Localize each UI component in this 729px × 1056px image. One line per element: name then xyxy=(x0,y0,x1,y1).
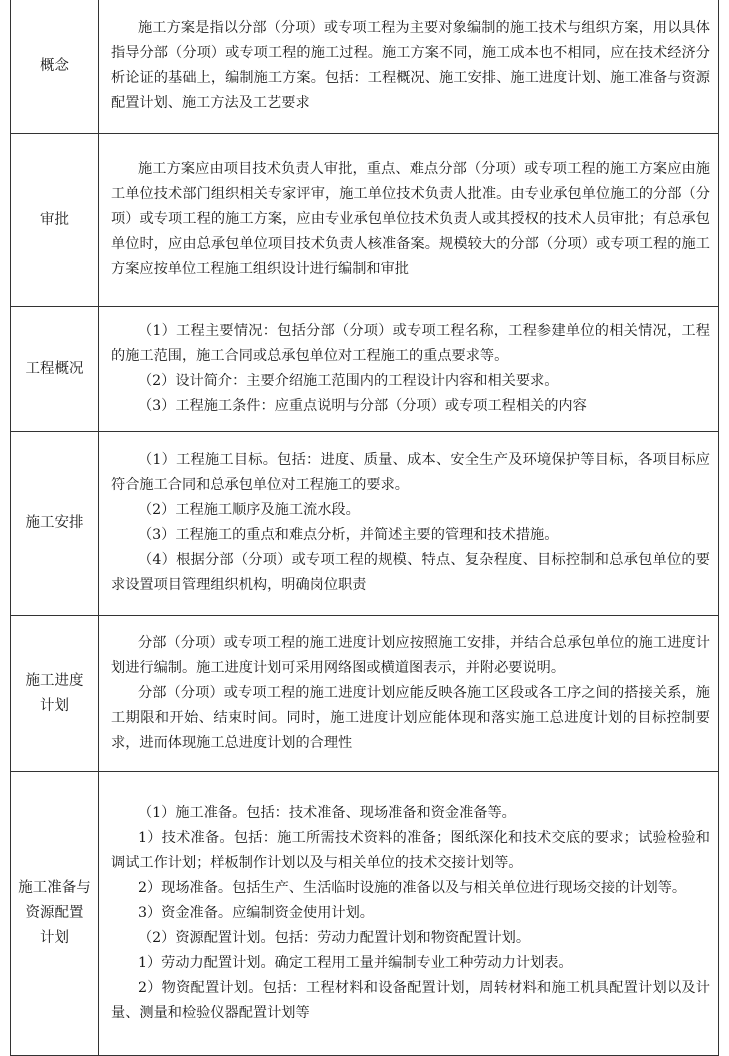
paragraph: 分部（分项）或专项工程的施工进度计划应按照施工安排，并结合总承包单位的施工进度计划进行编制。施工进度计划可采用网络图或横道图表示，并附必要说明。 xyxy=(111,634,710,676)
paragraph: 2）现场准备。包括生产、生活临时设施的准备以及与相关单位进行现场交接的计划等。 xyxy=(137,879,687,896)
row-content-construction-arrangement xyxy=(99,432,719,616)
row-label-schedule-plan xyxy=(11,616,99,772)
row-label-line: 施工进度 xyxy=(25,672,84,689)
table-row-schedule-plan xyxy=(11,616,719,772)
construction-plan-table xyxy=(10,0,719,1056)
paragraph: （1）施工准备。包括：技术准备、现场准备和资金准备等。 xyxy=(137,804,516,821)
table-row-approval xyxy=(11,134,719,307)
row-content-concept xyxy=(99,0,719,134)
row-content-project-overview xyxy=(99,307,719,432)
paragraph: 分部（分项）或专项工程的施工进度计划应能反映各施工区段或各工序之间的搭接关系，施工期限和开始、结束时间。同时，施工进度计划应能体现和落实施工总进度计划的目标控制要求，进而体现施工总进度计划的合理性 xyxy=(111,684,710,751)
row-label-line: 计划 xyxy=(40,697,69,714)
row-label-line: 施工准备与 xyxy=(18,880,91,896)
table-row-concept xyxy=(11,0,719,134)
table-row-construction-arrangement xyxy=(11,432,719,616)
paragraph: （3）工程施工的重点和难点分析，并简述主要的管理和技术措施。 xyxy=(137,527,559,543)
row-content-preparation-resource-plan xyxy=(99,772,719,1056)
paragraph: 2）物资配置计划。包括：工程材料和设备配置计划，周转材料和施工机具配置计划以及计量、测量和检验仪器配置计划等 xyxy=(111,979,710,1021)
paragraph: 施工方案是指以分部（分项）或专项工程为主要对象编制的施工技术与组织方案，用以具体指导分部（分项）或专项工程的施工过程。施工方案不同，施工成本也不相同，应在技术经济分析论证的基础上，编制施工方案。包括：工程概况、施工安排、施工进度计划、施工准备与资源配置计划、施工方法及工艺要求 xyxy=(111,20,710,111)
paragraph: 1）劳动力配置计划。确定工程用工量并编制专业工种劳动力计划表。 xyxy=(137,954,573,971)
row-label-construction-arrangement: 施工安排 xyxy=(11,432,99,616)
row-label-concept: 概念 xyxy=(11,0,99,134)
paragraph: 施工方案应由项目技术负责人审批，重点、难点分部（分项）或专项工程的施工方案应由施工单位技术部门组织相关专家评审，施工单位技术负责人批准。由专业承包单位施工的分部（分项）或专项工程的施工方案，应由专业承包单位技术负责人或其授权的技术人员审批；有总承包单位时，应由总承包单位项目技术负责人核准备案。规模较大的分部（分项）或专项工程的施工方案应按单位工程施工组织设计进行编制和审批 xyxy=(111,161,710,277)
row-label-line: 资源配置 xyxy=(25,905,84,921)
paragraph: （3）工程施工条件：应重点说明与分部（分项）或专项工程相关的内容 xyxy=(137,397,587,414)
paragraph: （2）资源配置计划。包括：劳动力配置计划和物资配置计划。 xyxy=(137,929,531,946)
paragraph: （1）工程施工目标。包括：进度、质量、成本、安全生产及环境保护等目标，各项目标应符合施工合同和总承包单位对工程施工的要求。 xyxy=(111,452,710,493)
table-row-preparation-resource-plan xyxy=(11,772,719,1056)
row-label-line: 计划 xyxy=(40,930,69,946)
paragraph: （4）根据分部（分项）或专项工程的规模、特点、复杂程度、目标控制和总承包单位的要求设置项目管理组织机构，明确岗位职责 xyxy=(111,552,710,593)
table-row-project-overview xyxy=(11,307,719,432)
row-label-approval: 审批 xyxy=(11,134,99,307)
paragraph: （2）工程施工顺序及施工流水段。 xyxy=(137,502,360,518)
paragraph: 3）资金准备。应编制资金使用计划。 xyxy=(137,904,374,921)
paragraph: （1）工程主要情况：包括分部（分项）或专项工程名称，工程参建单位的相关情况，工程的施工范围，施工合同或总承包单位对工程施工的重点要求等。 xyxy=(111,322,710,364)
row-label-preparation-resource-plan xyxy=(11,772,99,1056)
paragraph: （2）设计简介：主要介绍施工范围内的工程设计内容和相关要求。 xyxy=(137,372,559,389)
paragraph: 1）技术准备。包括：施工所需技术资料的准备；图纸深化和技术交底的要求；试验检验和调试工作计划；样板制作计划以及与相关单位的技术交接计划等。 xyxy=(111,829,710,871)
row-label-project-overview: 工程概况 xyxy=(11,307,99,432)
row-content-schedule-plan xyxy=(99,616,719,772)
row-content-approval xyxy=(99,134,719,307)
